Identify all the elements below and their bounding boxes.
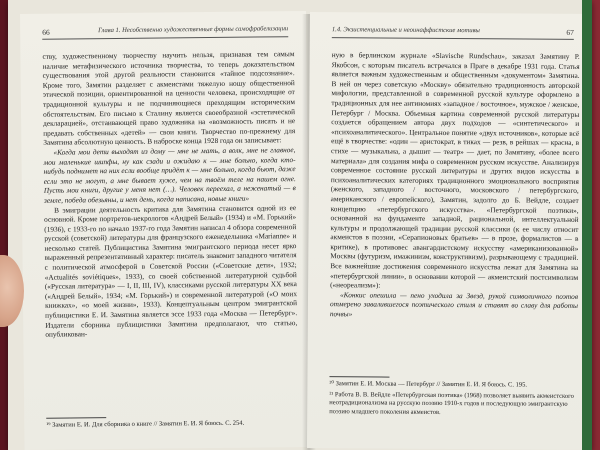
right-footnote: ²⁰ Замятин Е. И. Москва — Петербург // Замятин Е. И. Я боюсь. С. 195. — [329, 380, 528, 389]
left-quote: «Когда мои дети выходят из дому — мне не мать, а волк, мне не главное, мои маленькие шипфы, ну как сзади и ожидаю к — мне больно, когда кто-нибудь поднимет на них если вообще придёт к — мне больно, когда бьют, даже если это не могут, а мне бывает хуже, чем на твоём теле на нашем огне. Пусть мои книги, другие у меня нет (…). Человек переехал, а неженатый — в земле, победа обезьяны, и нет день, когда написана, новые книги» — [43, 145, 296, 205]
right-running-head — [332, 26, 574, 40]
footnote-rule — [329, 376, 389, 377]
right-page-number: 67 — [566, 27, 574, 37]
left-footnote: ¹⁹ Замятин Е. И. Для сборника о книге // Замятин Е. И. Я боюсь. С. 254. — [46, 419, 245, 429]
open-book — [8, 0, 592, 450]
right-quote: «Конкис опешила — пено уходила за Звезд, рукой символичного поэтов отмерено завалившегося поэтического стиля и ставят во славу для работы почвы» — [329, 290, 579, 319]
footnote-rule — [46, 417, 106, 419]
left-footnotes — [46, 415, 298, 432]
green-cover-edge — [582, 0, 592, 450]
right-footnote: ²¹ Работа В. В. Вейдле «Петербургская поэтика» (1968) позволяет выявить акмеистского неотрадиционализма на русскую поэзию 1910-х годов и последующую эмигрантскую поэзию младшего поколения акмеистов. — [329, 390, 574, 416]
left-page — [20, 11, 311, 450]
left-paragraph: В эмиграции деятельность критика для Замятина становится одной из ее основной. Кроме портретов-некрологов «Андрей Белый» (1934) и «М. Горький» (1936), с 1933-го по начало 1937-го года Замятин написал 4 обзора современной русской (советской) литературы для французского еженедельника «Marianne» и несколько статей. Публицистика Замятина эмигрантского периода несет ярко выраженный репрезентативный характер: писатель знакомит западного читателя с политической атмосферой в Советской России («Советские дети», 1932; «Actualités soviétiques», 1933), со своей собственной литературной судьбой («Русская литература» — I, II, III, IV), классиками русской литературы XX века («Андрей Белый», 1934; «М. Горький») и современной литературой («О моих книжках», «о моей жизни», 1933). Концептуальным центром эмигрантской публицистики Е. И. Замятина является эссе 1933 года «Москва — Петербург». Издатели сборника публицистики Замятина предполагают, что статью, опубликован- — [44, 202, 298, 339]
right-page — [307, 12, 592, 450]
left-page-number: 66 — [42, 27, 50, 37]
right-body-text — [330, 50, 580, 320]
right-footnotes — [329, 376, 577, 420]
left-body-text — [42, 49, 297, 339]
right-paragraph: ную в берлинском журнале «Slavische Rundschau», заказал Замятину Р. Якобсон, с которым писатель встречался в Праге в декабре 1931 года. Статья является важным художественным и общественным «документом» Замятина. В ней он через советскую «Москву» обязательно традиционность авторской мифологии, представленной в современной русской культуре оформлено в традиционных для нее антиномиях «западное / восточное», мужское / женское, Петербург / Москва. Объемная картина современной русской литературы создается обращением автора двух подходов — «синтетического» и «психоаналитического». Центральное понятие «двух источников», которые всё ещё в творчестве: «один — аристократ, в тиках — резв, в рейшах — красна, в стихе — музыкальна, а дышит — театр» — дает, по Замятину, «более всего материала» для создания мифа о современном русском искусстве. Анализируя современное состояние русской литературы и других видов искусства в психоаналитических категориях традиционного эмоционального восприятия (женского, западного / восточного, московского / петербургского, американского / европейского), Замятин, задолго до Б. Вейдле, создает концепцию «петербургского искусства». «Петербургской поэтики», основанной на фундаменте западной, рациональной, интеллектуальной культуры и продолжающей традиции русской классики (к ее числу относит акмеистов в поэзии, «Серапионовых братьев» — в прозе, формалистов — в критике), в противовес авангардистскому искусству «американизованной» Москвы (футуризм, имажинизм, конструктивизм), разрывающему с традицией. Все важнейшие достижения современного искусства лежат для Замятина на «петербургской линии», в основании которой — акмеистский постсимволизм («неореализм»): — [330, 50, 580, 290]
left-paragraph: ству, художественному творчеству научить нельзя, признавая тем самым наличие метафизического источника творчества, то теперь доказательством существования этой другой реальности становится «тайное подсознание». Кроме того, Замятин разделяет с акмеистами тяжелую ношу общественной этической позиции, ориентированной на ценности человека, происходящие от традиционной культуры и не подчиняющиеся преходящим историческим обстоятельствам. Его письмо к Сталину является своеобразной «эстетической декларацией», отстаивающей право художника на «возможность писать и не предавать собственных «детей» — свои книги. Творчество по-прежнему для Замятина абсолютную ценность. В наброске конца 1928 года он записывает: — [42, 49, 296, 148]
left-running-head — [42, 25, 288, 40]
right-running-head-title: 1.4. Экзистенциальные и неоинаффистские мотивы — [331, 26, 480, 35]
left-running-head-title: Глава 1. Несобственно художественные формы самофрабелизации — [98, 25, 289, 35]
